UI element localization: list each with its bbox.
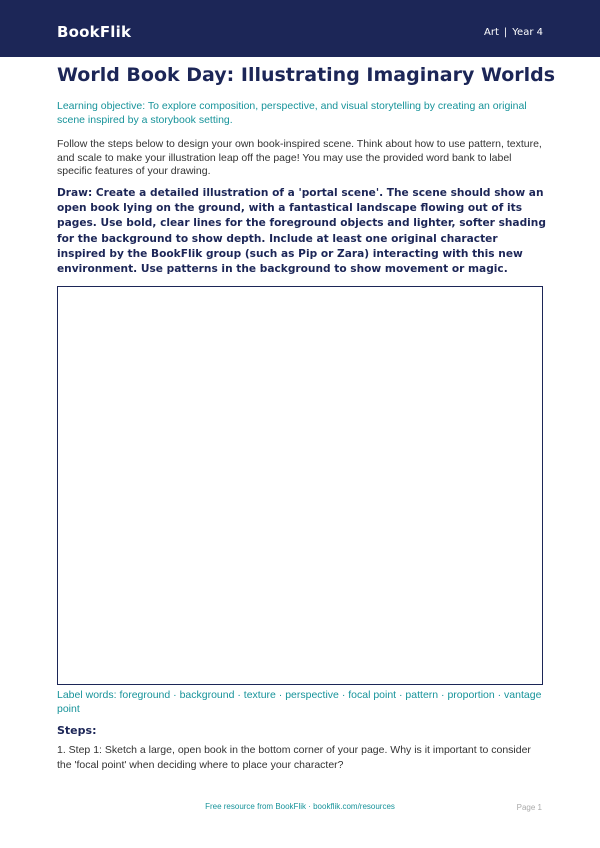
drawing-task: Draw: Create a detailed illustration of a 'portal scene'. The scene should show an open book lying on the ground, with a fantastical landscape flowing out of its pages. Use bold, clear lines for the foreground objects and lighter, softer shading for the background to show depth. Include at least one original character inspired by the BookFlik group (such as Pip or Zara) interacting with this new environment. Use patterns in the background to show movement or magic.: [57, 187, 546, 276]
brand-logo[interactable]: BookFlik: [57, 23, 132, 41]
year-label: Year 4: [512, 27, 543, 38]
subject-year-label: [484, 27, 543, 38]
steps-heading: Steps:: [57, 724, 97, 737]
meta-separator: |: [503, 27, 508, 38]
intro-paragraph: Follow the steps below to design your own book-inspired scene. Think about how to use pattern, texture, and scale to make your illustration leap off the page! You may use the provided word bank to label specific features of your drawing.: [57, 138, 542, 177]
step-item: 1. Step 1: Sketch a large, open book in the bottom corner of your page. Why is it important to consider the 'focal point' when deciding where to place your character?: [57, 744, 531, 771]
footer-credit[interactable]: Free resource from BookFlik · bookflik.com/resources: [205, 802, 395, 811]
page-number: Page 1: [516, 803, 542, 812]
subject-label: Art: [484, 27, 499, 38]
drawing-area[interactable]: [57, 286, 543, 685]
header-bar: [0, 0, 600, 57]
learning-objective: Learning objective: To explore composition, perspective, and visual storytelling by creating an original scene inspired by a storybook setting.: [57, 100, 527, 126]
word-bank: Label words: foreground · background · texture · perspective · focal point · pattern · proportion · vantage point: [57, 689, 542, 715]
page-title: World Book Day: Illustrating Imaginary Worlds: [57, 64, 556, 86]
